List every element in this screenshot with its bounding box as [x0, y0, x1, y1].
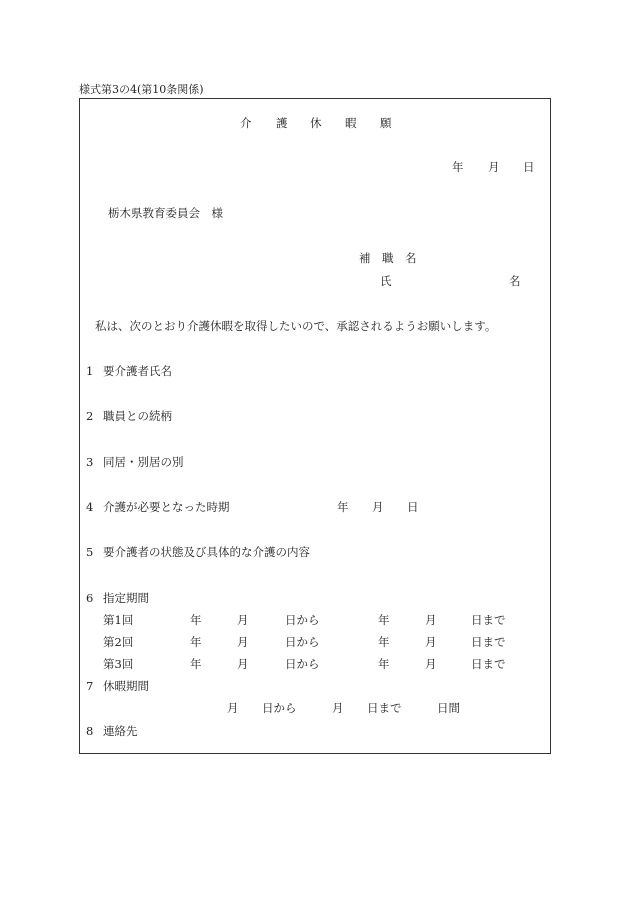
- item-number: 5: [86, 545, 94, 559]
- period-round-label: 第3回: [103, 657, 134, 671]
- care-start-day: 日: [407, 500, 419, 514]
- period-month: 月: [237, 657, 249, 671]
- period-month-end: 月: [425, 657, 437, 671]
- period-year-end: 年: [378, 657, 390, 671]
- item-label-care-recipient-name: 要介護者氏名: [103, 364, 172, 378]
- period-until: 日まで: [471, 613, 506, 627]
- name-label-first: 氏: [380, 274, 392, 288]
- period-month-end: 月: [425, 613, 437, 627]
- period-year: 年: [190, 657, 202, 671]
- item-number: 6: [86, 591, 94, 605]
- title-char: 願: [380, 116, 392, 130]
- item-label-leave-period: 休暇期間: [103, 679, 149, 693]
- period-round-label: 第2回: [103, 635, 134, 649]
- item-label-care-start: 介護が必要となった時期: [103, 500, 230, 514]
- addressee: 栃木県教育委員会 様: [108, 206, 223, 220]
- period-until: 日まで: [471, 657, 506, 671]
- date-month: 月: [488, 160, 500, 174]
- item-number: 3: [86, 455, 94, 469]
- item-label-cohabitation: 同居・別居の別: [103, 455, 184, 469]
- item-label-care-content: 要介護者の状態及び具体的な介護の内容: [103, 545, 310, 559]
- item-number: 1: [86, 364, 94, 378]
- date-day: 日: [523, 160, 535, 174]
- period-from: 日から: [285, 657, 320, 671]
- period-round-label: 第1回: [103, 613, 134, 627]
- period-from: 日から: [285, 613, 320, 627]
- leave-from: 日から: [262, 701, 297, 715]
- form-box: [79, 98, 551, 754]
- leave-month-start: 月: [227, 701, 239, 715]
- item-label-relationship: 職員との続柄: [103, 409, 172, 423]
- item-label-contact: 連絡先: [103, 724, 138, 738]
- care-start-year: 年: [337, 500, 349, 514]
- period-month: 月: [237, 613, 249, 627]
- item-number: 2: [86, 409, 94, 423]
- item-number: 4: [86, 500, 94, 514]
- date-year: 年: [452, 160, 464, 174]
- period-month: 月: [237, 635, 249, 649]
- name-label-second: 名: [509, 274, 521, 288]
- item-label-designated-period: 指定期間: [103, 591, 149, 605]
- period-year-end: 年: [378, 635, 390, 649]
- care-start-month: 月: [372, 500, 384, 514]
- leave-until: 日まで: [367, 701, 402, 715]
- request-sentence: 私は、次のとおり介護休暇を取得したいので、承認されるようお願いします。: [95, 319, 497, 333]
- form-number: 様式第3の4(第10条関係): [79, 83, 204, 96]
- title-char: 護: [276, 116, 288, 130]
- period-year-end: 年: [378, 613, 390, 627]
- item-number: 7: [86, 679, 94, 693]
- title-char: 休: [310, 116, 322, 130]
- leave-days: 日間: [437, 701, 460, 715]
- title-char: 暇: [345, 116, 357, 130]
- item-number: 8: [86, 724, 94, 738]
- period-until: 日まで: [471, 635, 506, 649]
- period-from: 日から: [285, 635, 320, 649]
- period-year: 年: [190, 613, 202, 627]
- period-month-end: 月: [425, 635, 437, 649]
- title-char: 介: [240, 116, 252, 130]
- leave-month-end: 月: [332, 701, 344, 715]
- position-label: 補 職 名: [359, 251, 417, 265]
- period-year: 年: [190, 635, 202, 649]
